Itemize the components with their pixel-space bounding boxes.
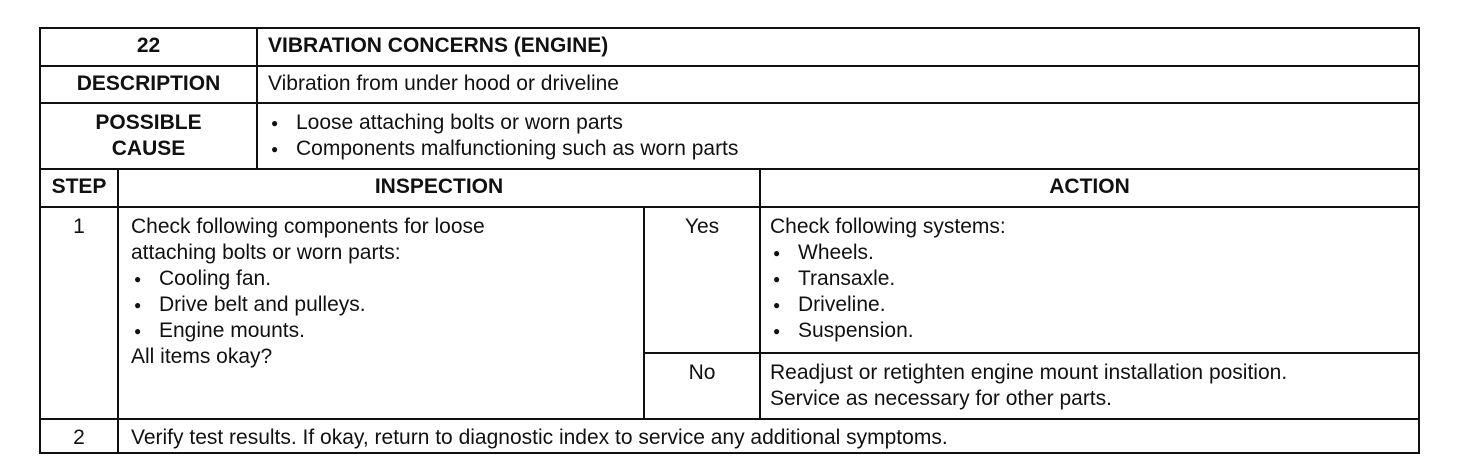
yes-label: Yes	[684, 215, 720, 238]
list-item: ● Cooling fan.	[131, 266, 485, 292]
action-column-header: ACTION	[1049, 175, 1130, 198]
list-item: ● Engine mounts.	[131, 318, 485, 344]
list-item: ● Wheels.	[770, 240, 1006, 266]
step-1-inspection: Check following components for loose attaching bolts or worn parts: ● Cooling fan. ● Drive belt and pulleys. ● Engine mounts. All items okay?	[131, 214, 485, 370]
step-number: 1	[73, 215, 85, 238]
procedure-number: 22	[136, 34, 161, 57]
procedure-title: VIBRATION CONCERNS (ENGINE)	[268, 34, 609, 57]
step-column-header: STEP	[51, 175, 107, 198]
inspection-column-header: INSPECTION	[374, 175, 504, 198]
list-item: ● Suspension.	[770, 318, 1006, 344]
description-label: DESCRIPTION	[76, 72, 221, 95]
step-2-text: Verify test results. If okay, return to diagnostic index to service any additional symptoms.	[131, 426, 948, 449]
step-number: 2	[73, 426, 85, 449]
list-item: ● Drive belt and pulleys.	[131, 292, 485, 318]
list-item: ● Loose attaching bolts or worn parts	[268, 110, 738, 136]
possible-cause-label: POSSIBLE CAUSE	[95, 111, 202, 160]
no-label: No	[688, 361, 716, 384]
list-item: ● Transaxle.	[770, 266, 1006, 292]
no-action: Readjust or retighten engine mount installation position. Service as necessary for other parts.	[770, 361, 1288, 410]
yes-action: Check following systems: ● Wheels. ● Transaxle. ● Driveline. ● Suspension.	[770, 214, 1006, 344]
possible-cause-list	[268, 110, 738, 162]
list-item: ● Driveline.	[770, 292, 1006, 318]
list-item: ● Components malfunctioning such as worn parts	[268, 136, 738, 162]
description-text: Vibration from under hood or driveline	[268, 72, 619, 95]
